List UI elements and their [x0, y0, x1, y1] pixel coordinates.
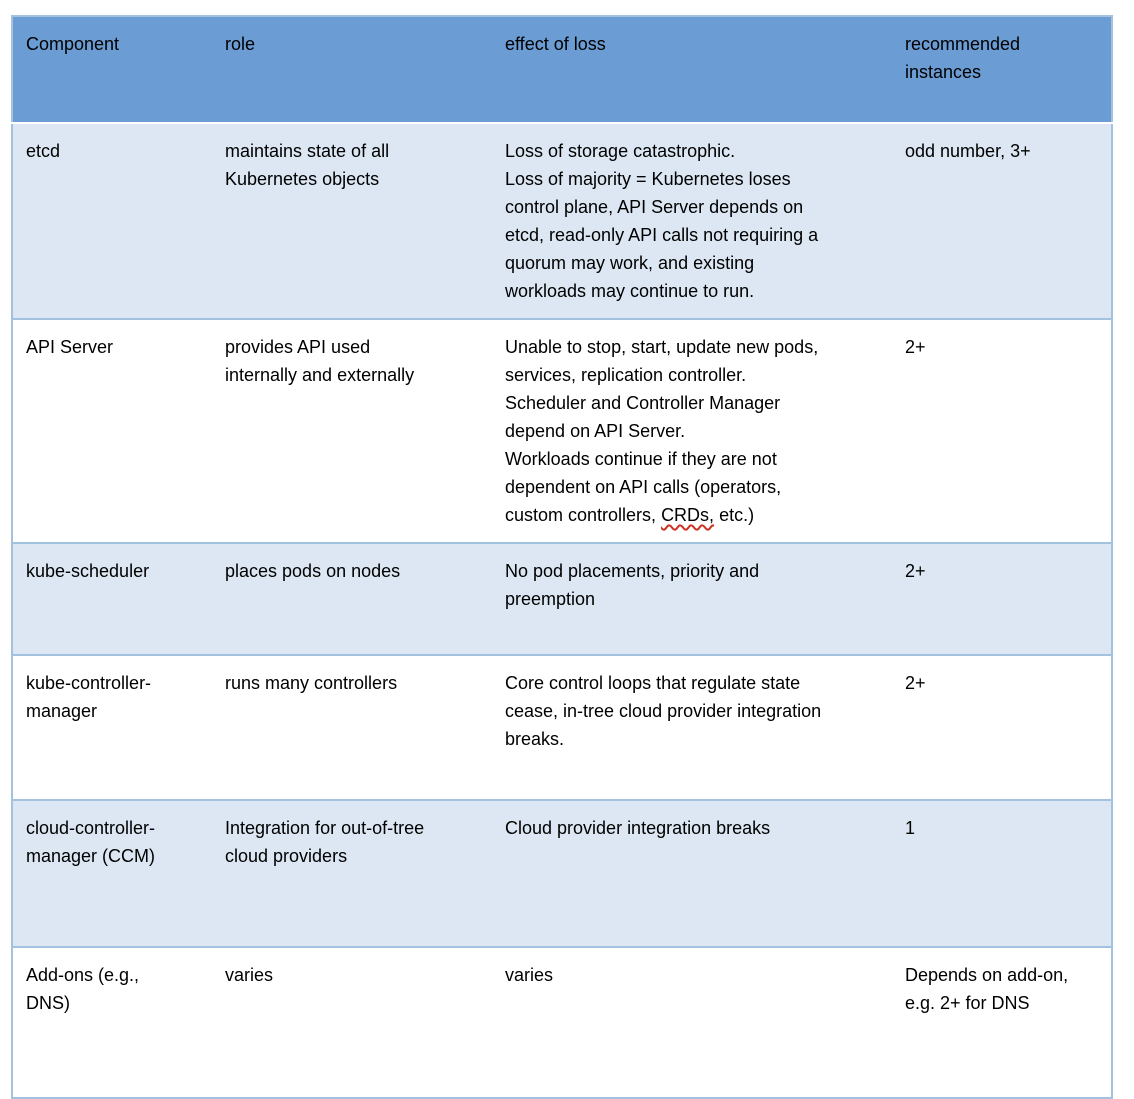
instances-text: odd number, 3+ — [905, 141, 1031, 161]
effect-text — [505, 814, 823, 842]
cell-role — [212, 319, 492, 543]
cell-recommended-instances — [892, 800, 1112, 947]
component-name: API Server — [26, 337, 114, 357]
effect-line: varies — [505, 965, 554, 985]
cell-effect-of-loss — [492, 655, 892, 800]
cell-role — [212, 655, 492, 800]
table-row-api-server — [12, 319, 1112, 543]
header-label-recommended-instances: recommended instances — [905, 34, 1021, 82]
role-text: maintains state of all Kubernetes objects — [225, 141, 390, 189]
cell-component — [12, 800, 212, 947]
effect-text — [505, 333, 823, 529]
cell-component — [12, 543, 212, 655]
cell-component — [12, 655, 212, 800]
effect-line: Loss of majority = Kubernetes loses control plane, API Server depends on etcd, read-only API calls not requiring a quorum may work, and existing workloads may continue to run. — [505, 169, 819, 301]
cell-effect-of-loss — [492, 800, 892, 947]
cell-recommended-instances — [892, 543, 1112, 655]
header-label-effect-of-loss: effect of loss — [505, 34, 606, 54]
component-name: kube-scheduler — [26, 561, 150, 581]
effect-line — [505, 445, 823, 529]
cell-component — [12, 947, 212, 1098]
component-name: etcd — [26, 141, 61, 161]
effect-line: Loss of storage catastrophic. — [505, 141, 736, 161]
cell-effect-of-loss — [492, 319, 892, 543]
header-cell-recommended-instances — [892, 16, 1112, 123]
header-label-role: role — [225, 34, 256, 54]
cell-effect-of-loss — [492, 543, 892, 655]
components-table — [11, 15, 1113, 1099]
cell-recommended-instances — [892, 123, 1112, 319]
header-cell-role — [212, 16, 492, 123]
page — [0, 15, 1134, 1097]
effect-line-segment: Workloads continue if they are not dependent on API calls (operators, custom controllers, — [505, 449, 782, 525]
role-text: provides API used internally and externally — [225, 337, 415, 385]
header-cell-effect-of-loss — [492, 16, 892, 123]
instances-text: Depends on add-on, e.g. 2+ for DNS — [905, 965, 1069, 1013]
role-text: places pods on nodes — [225, 561, 401, 581]
instances-text: 2+ — [905, 337, 926, 357]
instances-text: 2+ — [905, 561, 926, 581]
cell-role — [212, 543, 492, 655]
header-row — [12, 16, 1112, 123]
cell-component — [12, 319, 212, 543]
cell-recommended-instances — [892, 655, 1112, 800]
table-header — [12, 16, 1112, 123]
table-row-kube-scheduler — [12, 543, 1112, 655]
cell-role — [212, 123, 492, 319]
effect-text — [505, 137, 823, 305]
cell-effect-of-loss — [492, 123, 892, 319]
effect-text — [505, 961, 823, 989]
table-row-etcd — [12, 123, 1112, 319]
spellcheck-flagged-word: CRDs, — [661, 505, 715, 525]
cell-recommended-instances — [892, 947, 1112, 1098]
role-text: runs many controllers — [225, 673, 398, 693]
cell-recommended-instances — [892, 319, 1112, 543]
cell-effect-of-loss — [492, 947, 892, 1098]
effect-text — [505, 557, 823, 613]
table-row-cloud-controller-manager — [12, 800, 1112, 947]
effect-line: Cloud provider integration breaks — [505, 818, 771, 838]
table-row-add-ons — [12, 947, 1112, 1098]
role-text: Integration for out-of-tree cloud providers — [225, 818, 425, 866]
instances-text: 2+ — [905, 673, 926, 693]
effect-line: Scheduler and Controller Manager depend on API Server. — [505, 393, 781, 441]
component-name: cloud-controller-manager (CCM) — [26, 818, 156, 866]
effect-line: Unable to stop, start, update new pods, services, replication controller. — [505, 337, 819, 385]
component-name: Add-ons (e.g., DNS) — [26, 965, 140, 1013]
effect-line: No pod placements, priority and preemption — [505, 561, 760, 609]
effect-line-segment: etc.) — [714, 505, 755, 525]
cell-role — [212, 800, 492, 947]
effect-text — [505, 669, 823, 753]
component-name: kube-controller-manager — [26, 673, 152, 721]
role-text: varies — [225, 965, 274, 985]
table-body — [12, 123, 1112, 1098]
cell-component — [12, 123, 212, 319]
header-cell-component — [12, 16, 212, 123]
effect-line: Core control loops that regulate state cease, in-tree cloud provider integration breaks. — [505, 673, 822, 749]
header-label-component: Component — [26, 34, 120, 54]
table-row-kube-controller-manager — [12, 655, 1112, 800]
cell-role — [212, 947, 492, 1098]
instances-text: 1 — [905, 818, 916, 838]
